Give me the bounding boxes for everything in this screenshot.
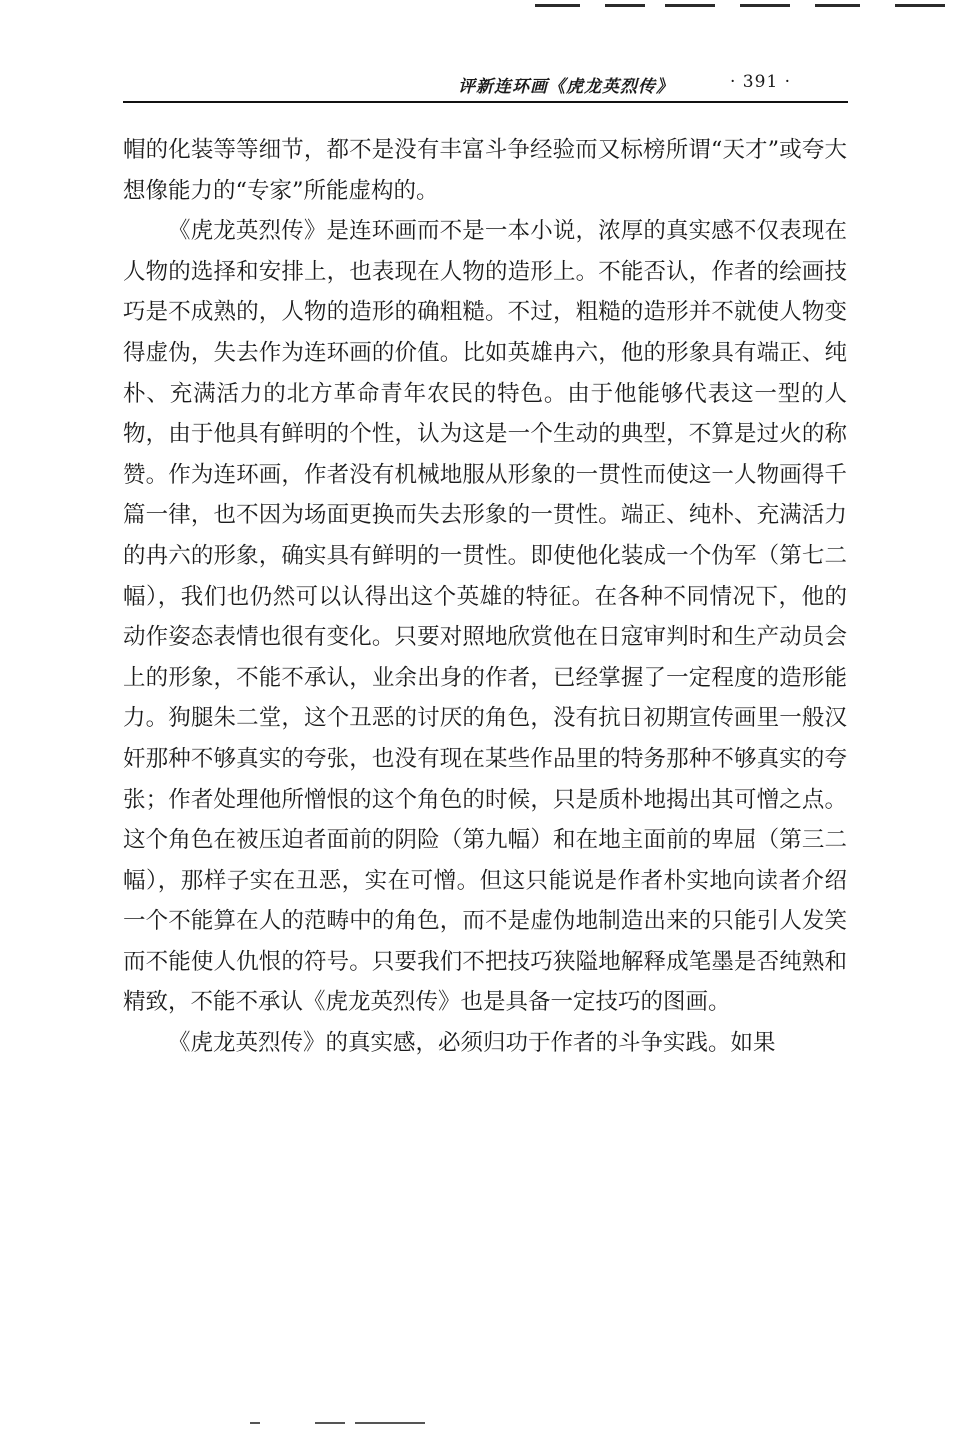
scan-mark: [815, 4, 860, 7]
paragraph-continuation: 帽的化装等等细节，都不是没有丰富斗争经验而又标榜所谓“天才”或夸大想像能力的“专家”所能虚构的。: [123, 137, 847, 204]
running-head: [440, 70, 840, 97]
scan-mark: [895, 4, 945, 7]
scan-edge-marks: [0, 0, 957, 14]
scan-mark: [355, 1422, 425, 1424]
scan-mark: [605, 4, 645, 7]
scan-bottom-marks: [250, 1420, 450, 1428]
paragraph: 《虎龙英烈传》的真实感，必须归功于作者的斗争实践。如果: [168, 1030, 776, 1057]
header-rule: [123, 101, 848, 103]
body-text: [123, 130, 847, 1064]
page-number: · 391 ·: [730, 72, 792, 92]
scan-mark: [740, 4, 790, 7]
running-title: 评新连环画《虎龙英烈传》: [458, 77, 674, 97]
paragraph: 《虎龙英烈传》是连环画而不是一本小说，浓厚的真实感不仅表现在人物的选择和安排上，也表现在人物的造形上。不能否认，作者的绘画技巧是不成熟的，人物的造形的确粗糙。不过，粗糙的造形并不就使人物变得虚伪，失去作为连环画的价值。比如英雄冉六，他的形象具有端正、纯朴、充满活力的北方革命青年农民的特色。由于他能够代表这一型的人物，由于他具有鲜明的个性，认为这是一个生动的典型，不算是过火的称赞。作为连环画，作者没有机械地服从形象的一贯性而使这一人物画得千篇一律，也不因为场面更换而失去形象的一贯性。端正、纯朴、充满活力的冉六的形象，确实具有鲜明的一贯性。即使他化装成一个伪军（第七二幅），我们也仍然可以认得出这个英雄的特征。在各种不同情况下，他的动作姿态表情也很有变化。只要对照地欣赏他在日寇审判时和生产动员会上的形象，不能不承认，业余出身的作者，已经掌握了一定程度的造形能力。狗腿朱二堂，这个丑恶的讨厌的角色，没有抗日初期宣传画里一般汉奸那种不够真实的夸张，也没有现在某些作品里的特务那种不够真实的夸张；作者处理他所憎恨的这个角色的时候，只是质朴地揭出其可憎之点。这个角色在被压迫者面前的阴险（第九幅）和在地主面前的卑屈（第三二幅），那样子实在丑恶，实在可憎。但这只能说是作者朴实地向读者介绍一个不能算在人的范畴中的角色，而不是虚伪地制造出来的只能引人发笑而不能使人仇恨的符号。只要我们不把技巧狭隘地解释成笔墨是否纯熟和精致，不能不承认《虎龙英烈传》也是具备一定技巧的图画。: [123, 218, 847, 1016]
scan-mark: [665, 4, 715, 7]
scan-mark: [315, 1422, 345, 1424]
scan-mark: [250, 1422, 260, 1424]
scan-mark: [535, 4, 580, 7]
